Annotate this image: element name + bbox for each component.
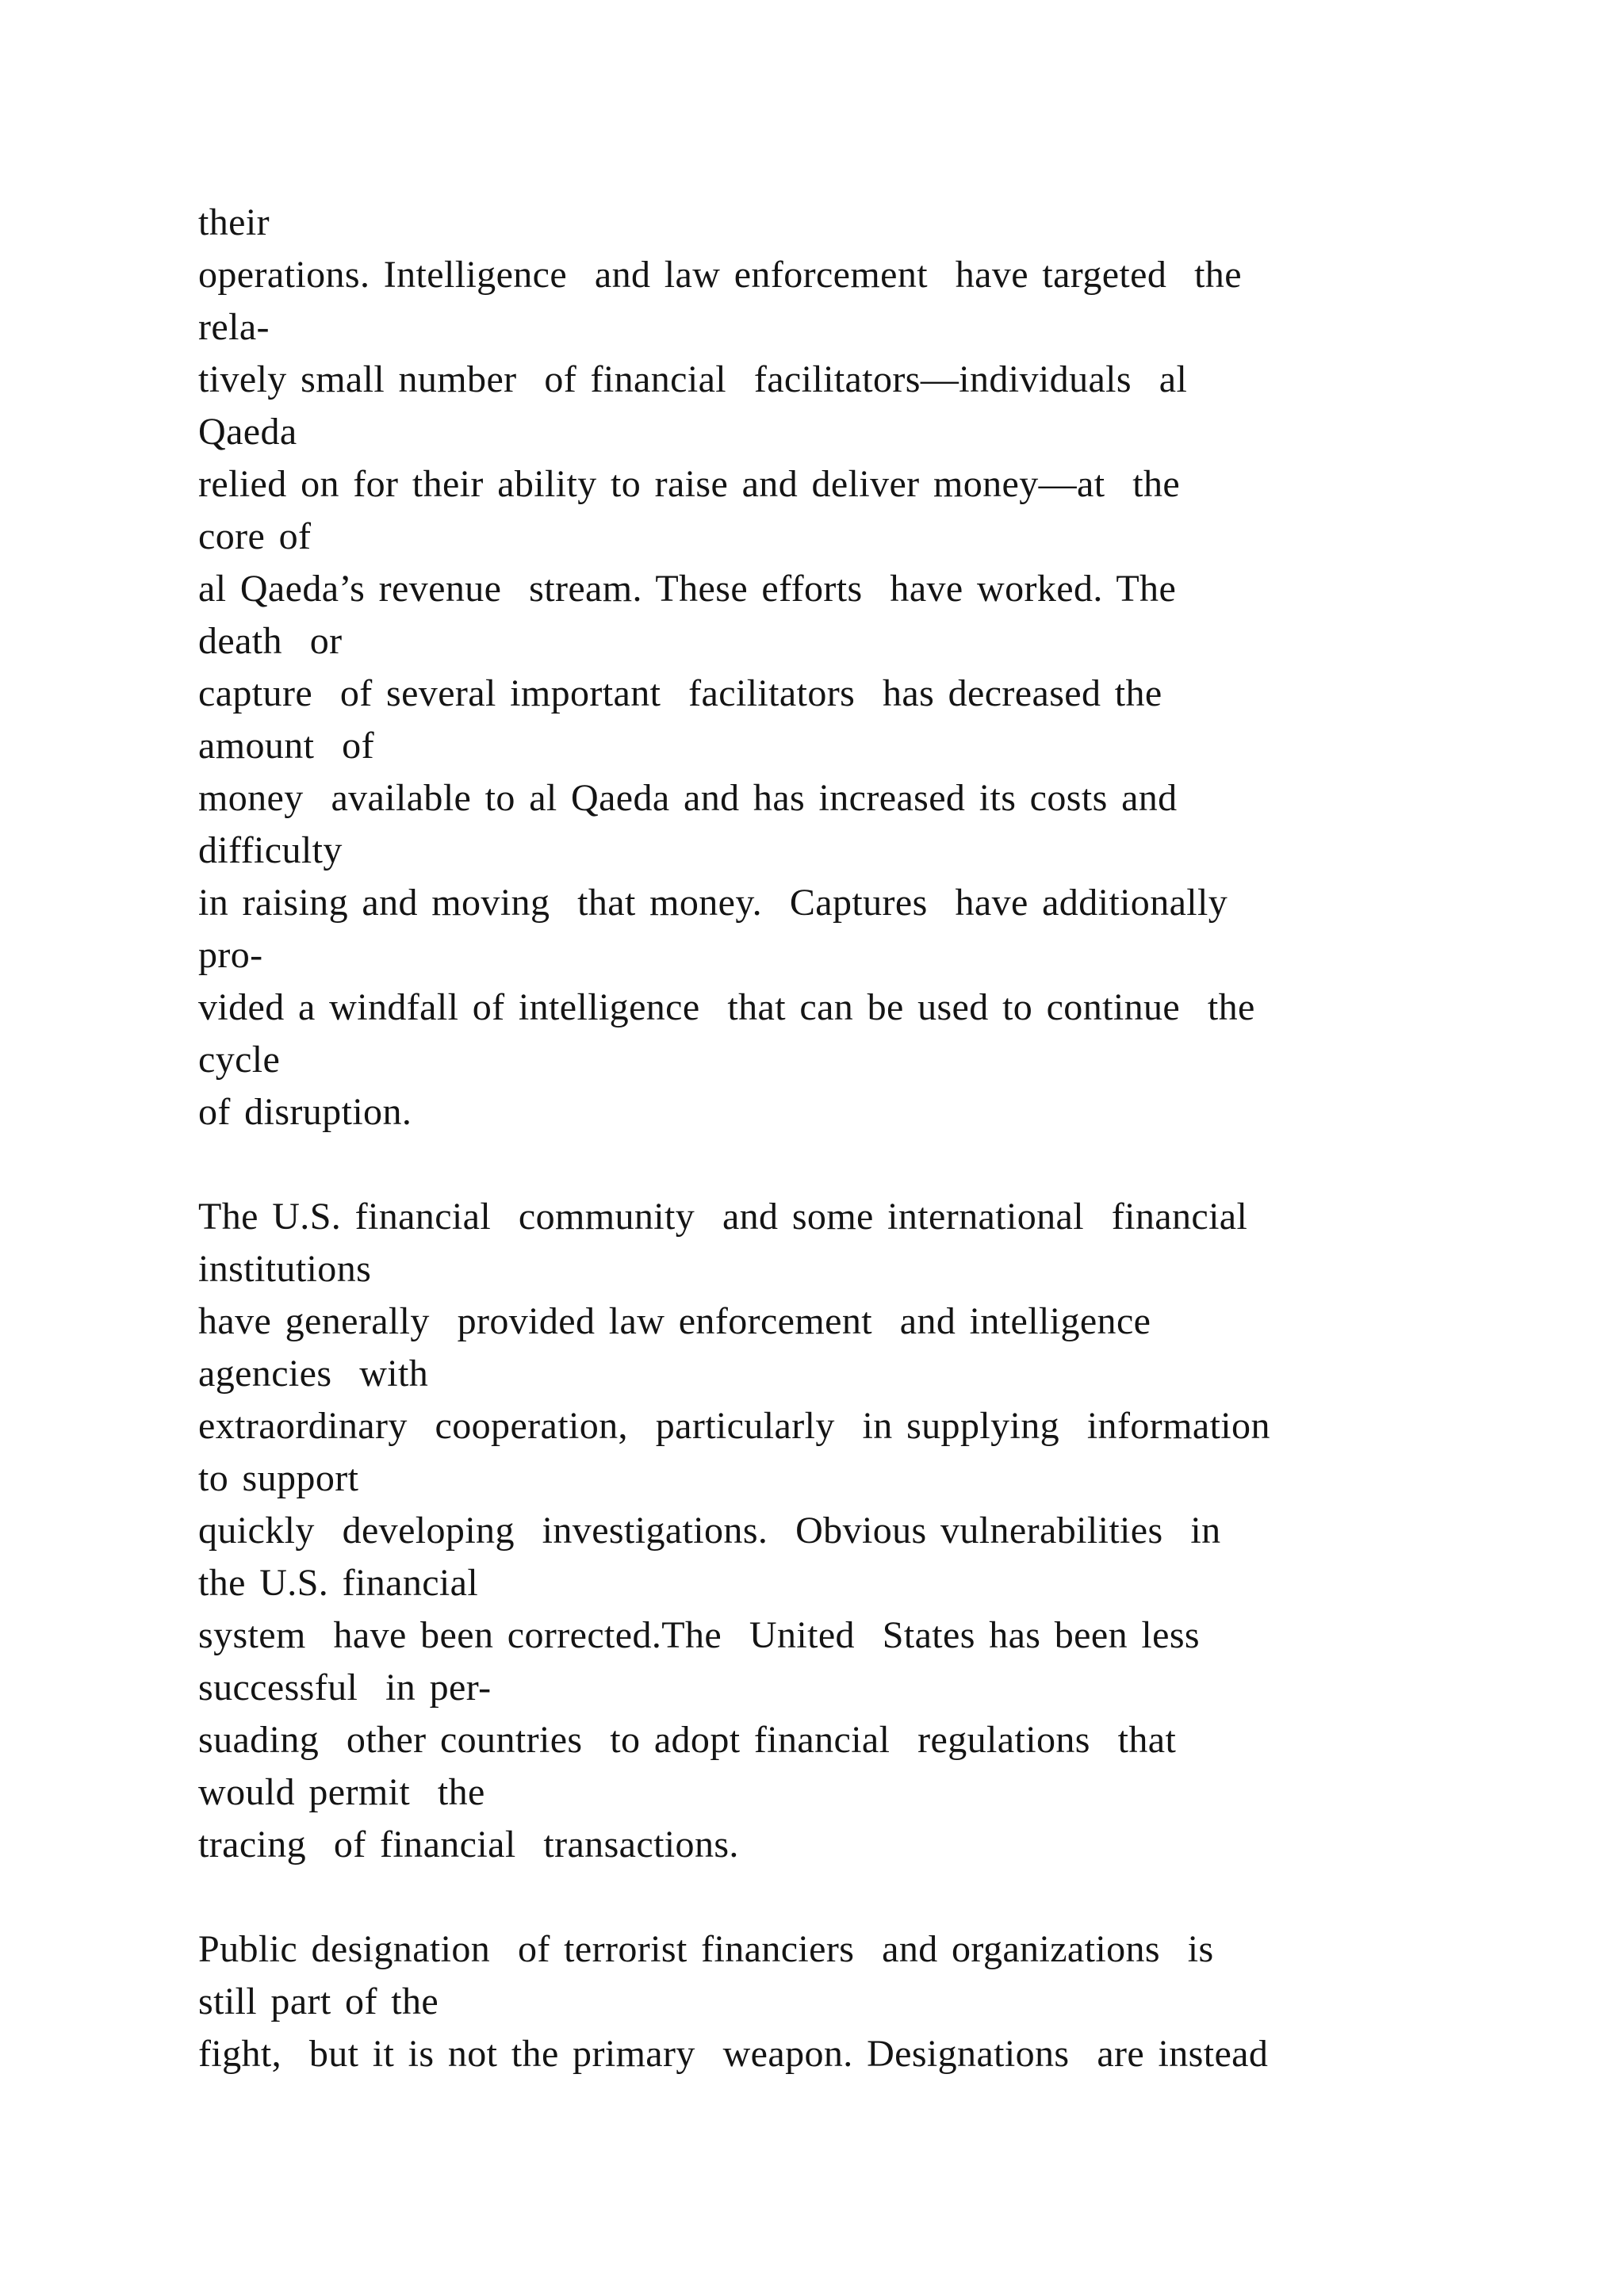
text-line: tively small number of financial facilitators—individuals al (198, 358, 1188, 400)
text-line: quickly developing investigations. Obvious vulnerabilities in (198, 1510, 1221, 1552)
text-line: amount of (198, 725, 374, 767)
text-line: to support (198, 1457, 359, 1499)
text-line: would permit the (198, 1771, 485, 1813)
text-line: Qaeda (198, 411, 297, 453)
text-line: relied on for their ability to raise and deliver money—at the (198, 463, 1181, 505)
text-line: money available to al Qaeda and has increased its costs and (198, 777, 1178, 819)
text-line: have generally provided law enforcement and intelligence (198, 1300, 1151, 1342)
text-line: tracing of financial transactions. (198, 1823, 739, 1866)
text-line: pro- (198, 934, 263, 976)
text-line: vided a windfall of intelligence that can be used to continue the (198, 986, 1255, 1028)
paragraph-break (198, 1138, 1499, 1191)
text-line: successful in per- (198, 1667, 492, 1709)
text-line: their (198, 201, 270, 243)
text-line: of disruption. (198, 1091, 412, 1133)
paragraph (198, 1923, 1499, 2080)
text-line: cycle (198, 1039, 281, 1081)
text-line: institutions (198, 1248, 372, 1290)
text-line: the U.S. financial (198, 1562, 479, 1604)
text-line: al Qaeda’s revenue stream. These efforts have worked. The (198, 568, 1177, 610)
text-line: fight, but it is not the primary weapon. Designations are instead (198, 2033, 1269, 2075)
text-line: Public designation of terrorist financiers and organizations is (198, 1928, 1214, 1970)
text-line: rela- (198, 306, 270, 348)
paragraph (198, 197, 1499, 1138)
body-text (198, 197, 1499, 2080)
text-line: suading other countries to adopt financial regulations that (198, 1719, 1177, 1761)
text-line: The U.S. financial community and some international financial (198, 1196, 1248, 1238)
paragraph-break (198, 1871, 1499, 1923)
text-line: extraordinary cooperation, particularly in supplying information (198, 1405, 1270, 1447)
text-line: capture of several important facilitators has decreased the (198, 672, 1162, 714)
text-line: core of (198, 515, 312, 557)
text-line: in raising and moving that money. Captures have additionally (198, 882, 1228, 924)
text-line: difficulty (198, 829, 343, 871)
text-line: agencies with (198, 1353, 429, 1395)
text-line: death or (198, 620, 343, 662)
paragraph (198, 1191, 1499, 1871)
text-line: operations. Intelligence and law enforcement have targeted the (198, 254, 1242, 296)
text-line: still part of the (198, 1980, 439, 2022)
text-line: system have been corrected.The United States has been less (198, 1614, 1200, 1656)
